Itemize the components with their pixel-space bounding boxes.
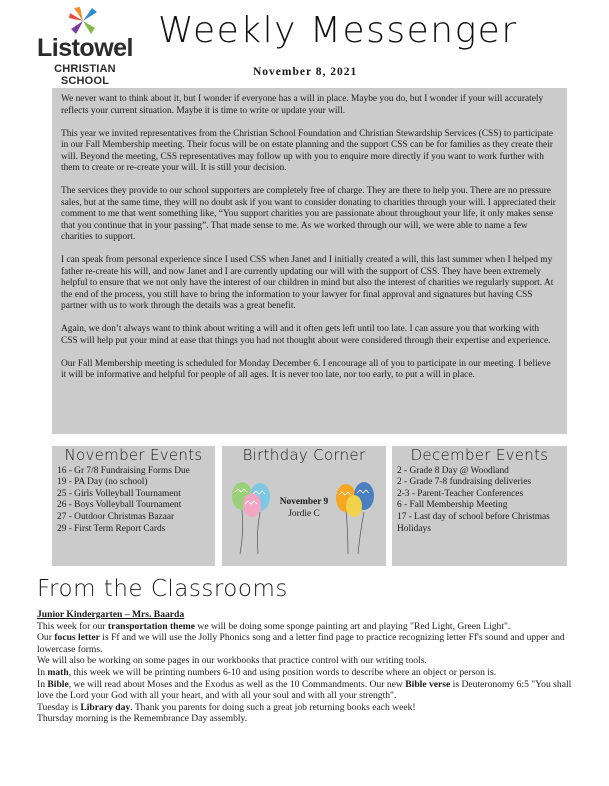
newsletter-title: Weekly Messenger — [158, 10, 518, 51]
classroom-heading: Junior Kindergarten – Mrs. Baarda — [37, 609, 185, 620]
december-events-box — [392, 446, 567, 566]
classroom-paragraph: In math, this week we will be printing numbers 6-10 and using position words to describe where an object or person is. — [37, 666, 497, 678]
event-item: 25 - Girls Volleyball Tournament — [57, 488, 181, 499]
school-logo — [30, 6, 140, 87]
classrooms-section-title: From the Classrooms — [37, 576, 288, 602]
november-events-box — [52, 446, 215, 566]
event-item: 26 - Boys Volleyball Tournament — [57, 500, 182, 511]
logo-mark-icon — [68, 6, 98, 36]
issue-date: November 8, 2021 — [253, 66, 358, 78]
letter-paragraph: This year we invited representatives from the Christian School Foundation and Christian Stewardship Services (CSS) to participate in our Fall Membership meeting. Their focus will be on estate planning and the support CSS can be for families as they create their will. Beyond the meeting, CSS representatives may follow up with you to enquire more directly if you want to work further with them to create or re-create your will. It is still your decision. — [61, 128, 554, 173]
classroom-paragraph: Tuesday is Library day. Thank you parents for doing such a great job returning books each week! — [37, 701, 416, 713]
letter-paragraph: Our Fall Membership meeting is scheduled for Monday December 6. I encourage all of you to participate in our meeting. I believe it will be informative and helpful for people of all ages. It is never too late, nor too early, to put a will in place. — [61, 358, 551, 380]
birthday-name: Jordie C — [288, 509, 320, 519]
birthday-entry — [274, 496, 334, 520]
event-item: 19 - PA Day (no school) — [57, 477, 148, 488]
event-item: 16 - Gr 7/8 Fundraising Forms Due — [57, 465, 190, 476]
logo-name: Listowel — [36, 34, 133, 62]
classroom-paragraph: Our focus letter is Ff and we will use the Jolly Phonics song and a letter find page to practice recognizing letter Ff's sound and upper and lowercase forms. — [37, 632, 565, 655]
logo-subtitle: CHRISTIAN SCHOOL — [54, 63, 116, 87]
birthday-corner-title: Birthday Corner — [242, 446, 366, 464]
classroom-paragraph: In Bible, we will read about Moses and the Exodus as well as the 10 Commandments. Our new Bible verse is Deuteronomy 6:5 "You shall love the Lord your God with all your heart, and with all your soul and with all your strength". — [37, 678, 572, 702]
event-item: 27 - Outdoor Christmas Bazaar — [57, 511, 175, 522]
event-item: 2 - Grade 7-8 fundraising deliveries — [397, 477, 532, 488]
birthday-corner-box — [222, 446, 386, 566]
classroom-paragraph: This week for our transportation theme we will be doing some sponge painting art and playing "Red Light, Green Light". — [37, 620, 511, 632]
letter-paragraph: I can speak from personal experience since I used CSS when Janet and I initially created a will, this last summer when I helped my father re-create his will, and now Janet and I are currently updating our will with the support of CSS. They have been extremely helpful to ensure that we not only have the interest of our children in mind but also the interest of charities we regularly support. At the end of the process, you still have to bring the information to your lawyer for final approval and signatures but having CSS partner with us to work through the details was a great benefit. — [61, 255, 554, 311]
principal-letter — [52, 88, 567, 434]
november-events-title: November Events — [64, 446, 203, 464]
letter-paragraph: Again, we don’t always want to think about writing a will and it often gets left until too late. I can assure you that working with CSS will help put your mind at ease that things you had not thought about were considered through their expertise and experience. — [61, 324, 551, 346]
birthday-date: November 9 — [279, 497, 329, 507]
classroom-paragraph: We will also be working on some pages in our workbooks that practice control with our writing tools. — [37, 655, 427, 667]
event-item: 17 - Last day of school before Christmas Holidays — [397, 511, 550, 534]
balloons-right-icon — [334, 478, 378, 556]
classroom-paragraph: Thursday morning is the Remembrance Day assembly. — [37, 713, 248, 725]
classroom-news — [37, 609, 577, 725]
december-events-title: December Events — [410, 446, 549, 464]
letter-paragraph: The services they provide to our school supporters are completely free of charge. They are there to help you. There are no pressure sales, but at the same time, they will no doubt ask if you want to consider donating to charities through your will. I appreciated their comment to me that went something like, “You support charities you are passionate about throughout your life, it only makes sense that you continue that in your passing”. That made sense to me. As we worked through our will, we were able to name a few charities to support. — [61, 186, 556, 242]
event-item: 6 - Fall Membership Meeting — [397, 500, 508, 511]
balloons-left-icon — [230, 478, 274, 556]
event-item: 29 - First Term Report Cards — [57, 523, 166, 534]
event-item: 2 - Grade 8 Day @ Woodland — [397, 465, 509, 476]
event-item: 2-3 - Parent-Teacher Conferences — [397, 488, 524, 499]
letter-paragraph: We never want to think about it, but I wonder if everyone has a will in place. Maybe you do, but I wonder if your will accurately reflects your current situation. Maybe it is time to write or update your will. — [61, 94, 544, 116]
